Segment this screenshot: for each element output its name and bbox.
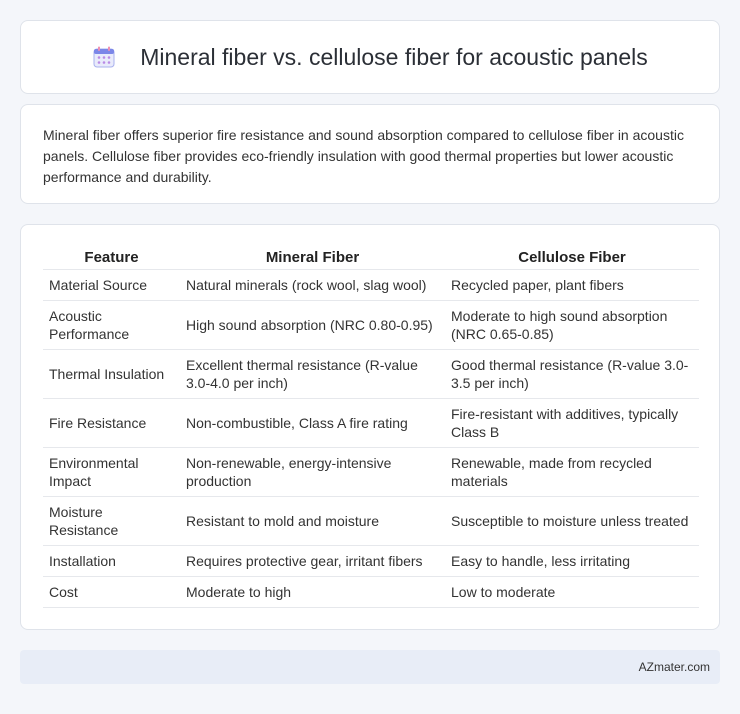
feature-cell: Acoustic Performance [43, 301, 180, 350]
mineral-cell: Natural minerals (rock wool, slag wool) [180, 270, 445, 301]
footer [20, 650, 720, 684]
table-row [43, 399, 699, 448]
summary-text: Mineral fiber offers superior fire resistance and sound absorption compared to cellulose fiber in acoustic panels. Cellulose fiber provides eco-friendly insulation with good thermal properties but lower acoustic performance and durability. [43, 127, 684, 185]
table-row [43, 577, 699, 608]
column-header-mineral: Mineral Fiber [180, 245, 445, 270]
cellulose-cell: Moderate to high sound absorption (NRC 0.65-0.85) [445, 301, 699, 350]
column-header-cellulose: Cellulose Fiber [445, 245, 699, 270]
mineral-cell: Resistant to mold and moisture [180, 497, 445, 546]
mineral-cell: Moderate to high [180, 577, 445, 608]
cellulose-cell: Low to moderate [445, 577, 699, 608]
feature-cell: Material Source [43, 270, 180, 301]
mineral-cell: Non-combustible, Class A fire rating [180, 399, 445, 448]
mineral-cell: Excellent thermal resistance (R-value 3.0-4.0 per inch) [180, 350, 445, 399]
mineral-cell: Non-renewable, energy-intensive production [180, 448, 445, 497]
feature-cell: Thermal Insulation [43, 350, 180, 399]
comparison-card [20, 224, 720, 630]
cellulose-cell: Recycled paper, plant fibers [445, 270, 699, 301]
mineral-cell: High sound absorption (NRC 0.80-0.95) [180, 301, 445, 350]
table-row [43, 497, 699, 546]
table-row [43, 546, 699, 577]
table-row [43, 448, 699, 497]
footer-brand: AZmater.com [638, 660, 710, 674]
table-row [43, 350, 699, 399]
table-row [43, 301, 699, 350]
cellulose-cell: Good thermal resistance (R-value 3.0-3.5 per inch) [445, 350, 699, 399]
calendar-icon [92, 45, 116, 69]
cellulose-cell: Fire-resistant with additives, typically Class B [445, 399, 699, 448]
summary-card [20, 104, 720, 204]
table-row [43, 270, 699, 301]
cellulose-cell: Susceptible to moisture unless treated [445, 497, 699, 546]
feature-cell: Environmental Impact [43, 448, 180, 497]
mineral-cell: Requires protective gear, irritant fibers [180, 546, 445, 577]
feature-cell: Moisture Resistance [43, 497, 180, 546]
comparison-table [43, 245, 699, 608]
title-card [20, 20, 720, 94]
page-title: Mineral fiber vs. cellulose fiber for acoustic panels [140, 43, 648, 70]
feature-cell: Fire Resistance [43, 399, 180, 448]
cellulose-cell: Renewable, made from recycled materials [445, 448, 699, 497]
column-header-feature: Feature [43, 245, 180, 270]
feature-cell: Cost [43, 577, 180, 608]
cellulose-cell: Easy to handle, less irritating [445, 546, 699, 577]
table-header-row [43, 245, 699, 270]
feature-cell: Installation [43, 546, 180, 577]
